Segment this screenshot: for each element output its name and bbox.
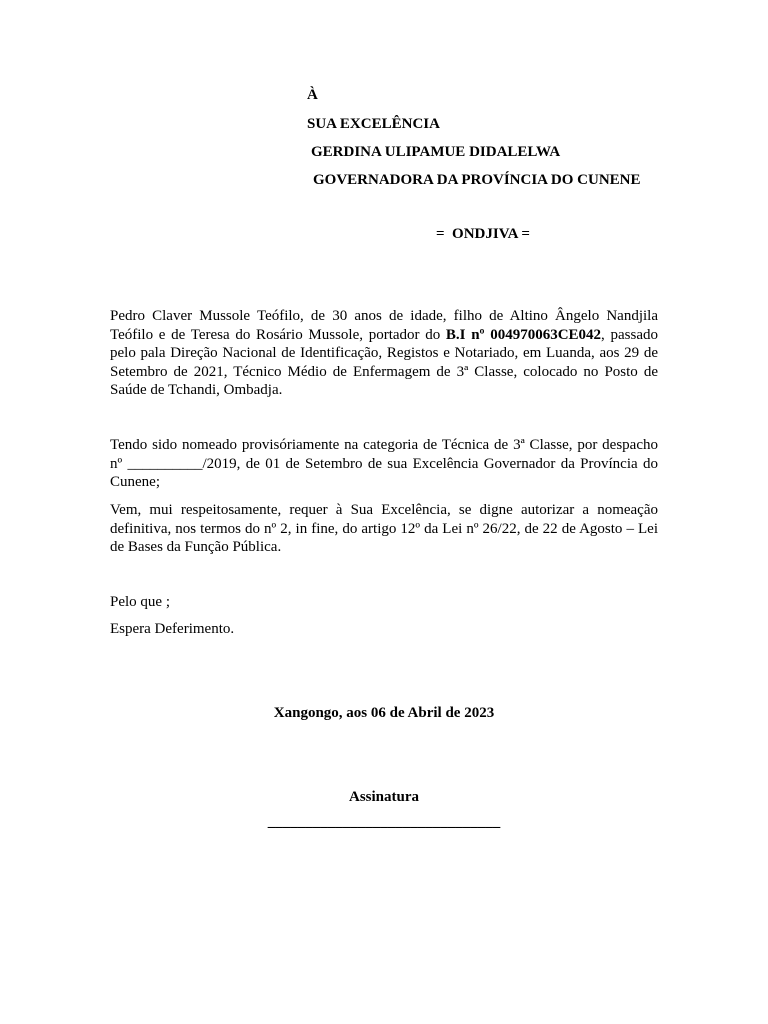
- address-name: GERDINA ULIPAMUE DIDALELWA: [311, 144, 561, 160]
- identification-text-start: Pedro Claver Mussole Teófilo, de 30 anos de idade, filho de Altino Ângelo Nandjila Teófilo e de Teresa do Rosário Mussole, portador do: [110, 308, 658, 343]
- bi-number: B.I nº 004970063CE042: [445, 326, 602, 343]
- address-position: GOVERNADORA DA PROVÍNCIA DO CUNENE: [313, 172, 641, 188]
- identification-text-end: , passado pelo pala Direção Nacional de Identificação, Registos e Notariado, em Luanda, aos 29 de Setembro de 2021, Técnico Médio de Enfermagem de 3ª Classe, colocado no Posto de Saúde de Tchandi, Ombadja.: [110, 326, 658, 398]
- address-preposition: À: [307, 87, 318, 103]
- address-city: = ONDJIVA =: [436, 226, 530, 242]
- paragraph-request: Vem, mui respeitosamente, requer à Sua Excelência, se digne autorizar a nomeação definitiva, nos termos do nº 2, in fine, do artigo 12º da Lei nº 26/22, de 22 de Agosto – Lei de Bases da Função Pública.: [110, 502, 658, 555]
- signature-line: _______________________________: [267, 814, 501, 830]
- address-title: SUA EXCELÊNCIA: [307, 116, 440, 132]
- espera-deferimento-text: Espera Deferimento.: [110, 621, 235, 637]
- paragraph-identification: [110, 307, 658, 400]
- pelo-que-text: Pelo que ;: [110, 594, 170, 610]
- paragraph-nomination: Tendo sido nomeado provisóriamente na categoria de Técnica de 3ª Classe, por despacho nº __________/2019, de 01 de Setembro de sua Excelência Governador da Província do Cunene;: [110, 437, 658, 490]
- signature-label: Assinatura: [348, 789, 419, 805]
- place-date: Xangongo, aos 06 de Abril de 2023: [273, 705, 495, 721]
